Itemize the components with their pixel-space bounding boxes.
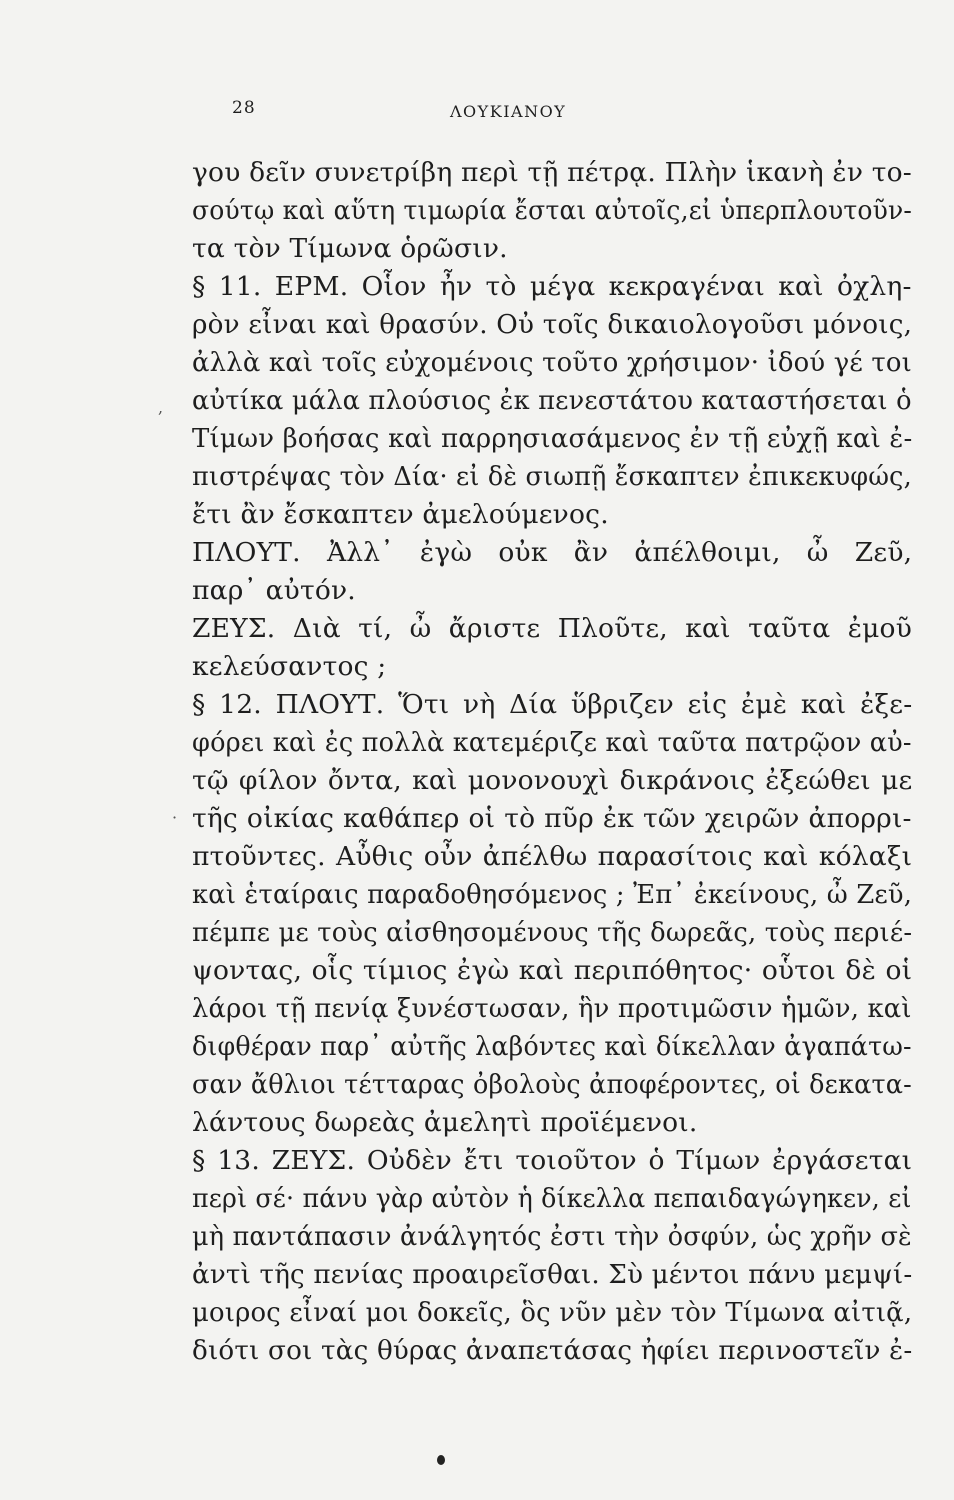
footer-dot bbox=[437, 1455, 445, 1465]
text-line: πέμπε με τοὺς αἰσθησομένους τῆς δωρεᾶς, τοὺς περιέ- bbox=[192, 917, 913, 948]
page-number: 28 bbox=[232, 98, 256, 118]
text-line: ψοντας, οἷς τίμιος ἐγὼ καὶ περιπόθητος· οὗτοι δὲ οἱ bbox=[192, 955, 913, 986]
text-line: ἀλλὰ καὶ τοῖς εὐχομένοις τοῦτο χρήσιμον· ἰδού γέ τοι bbox=[192, 347, 912, 378]
text-line: περὶ σέ· πάνυ γὰρ αὐτὸν ἡ δίκελλα πεπαιδαγώγηκεν, εἰ bbox=[192, 1183, 912, 1214]
text-line: γου δεῖν συνετρίβη περὶ τῇ πέτρᾳ. Πλὴν ἱκανὴ ἐν το- bbox=[192, 157, 912, 188]
text-line: μοιρος εἶναί μοι δοκεῖς, ὃς νῦν μὲν τὸν Τίμωνα αἰτιᾷ, bbox=[192, 1297, 913, 1328]
text-line: § 12. ΠΛΟΥΤ. Ὅτι νὴ Δία ὕβριζεν εἰς ἐμὲ καὶ ἐξε- bbox=[192, 689, 913, 720]
text-line: πτοῦντες. Αὖθις οὖν ἀπέλθω παρασίτοις καὶ κόλαξι bbox=[192, 841, 913, 872]
text-line: διφθέραν παρ᾽ αὐτῆς λαβόντες καὶ δίκελλαν ἀγαπάτω- bbox=[192, 1031, 912, 1062]
text-line: σούτῳ καὶ αὕτη τιμωρία ἔσται αὐτοῖς,εἰ ὑπερπλουτοῦν- bbox=[192, 195, 913, 226]
text-line: ΠΛΟΥΤ. Ἀλλ᾽ ἐγὼ οὐκ ἂν ἀπέλθοιμι, ὦ Ζεῦ, bbox=[192, 537, 913, 568]
text-line: σαν ἄθλιοι τέτταρας ὀβολοὺς ἀποφέροντες, οἱ δεκατα- bbox=[192, 1069, 912, 1100]
text-line: παρ᾽ αὐτόν. bbox=[192, 575, 356, 606]
text-line: φόρει καὶ ἐς πολλὰ κατεμέριζε καὶ ταῦτα πατρῷον αὐ- bbox=[192, 727, 912, 758]
text-line: πιστρέψας τὸν Δία· εἰ δὲ σιωπῇ ἔσκαπτεν ἐπικεκυφώς, bbox=[192, 461, 912, 492]
text-line: τα τὸν Τίμωνα ὁρῶσιν. bbox=[192, 233, 508, 264]
running-head: ΛΟΥΚΙΑΝΟΥ bbox=[450, 102, 567, 121]
text-line: μὴ παντάπασιν ἀνάλγητός ἐστι τὴν ὀσφύν, ὡς χρῆν σὲ bbox=[192, 1221, 912, 1252]
text-line: ἀντὶ τῆς πενίας προαιρεῖσθαι. Σὺ μέντοι πάνυ μεμψί- bbox=[192, 1259, 913, 1290]
text-line: ρὸν εἶναι καὶ θρασύν. Οὐ τοῖς δικαιολογοῦσι μόνοις, bbox=[192, 309, 913, 340]
text-line: αὐτίκα μάλα πλούσιος ἐκ πενεστάτου καταστήσεται ὁ bbox=[192, 385, 912, 416]
text-line: καὶ ἑταίραις παραδοθησόμενος ; Ἐπ᾽ ἐκείνους, ὦ Ζεῦ, bbox=[192, 879, 913, 910]
text-line: ΖΕΥΣ. Διὰ τί, ὦ ἄριστε Πλοῦτε, καὶ ταῦτα ἐμοῦ bbox=[192, 613, 913, 644]
text-line: διότι σοι τὰς θύρας ἀναπετάσας ἠφίει περινοστεῖν ἐ- bbox=[192, 1335, 913, 1366]
body-text bbox=[192, 154, 912, 1370]
text-line: λάντους δωρεὰς ἀμελητὶ προϊέμενοι. bbox=[192, 1107, 698, 1138]
text-line: § 11. ΕΡΜ. Οἷον ἦν τὸ μέγα κεκραγέναι καὶ ὀχλη- bbox=[192, 271, 912, 302]
text-line: τῆς οἰκίας καθάπερ οἱ τὸ πῦρ ἐκ τῶν χειρῶν ἀπορρι- bbox=[192, 803, 912, 834]
text-line: Τίμων βοήσας καὶ παρρησιασάμενος ἐν τῇ εὐχῇ καὶ ἐ- bbox=[192, 423, 913, 454]
text-line: ἔτι ἂν ἔσκαπτεν ἀμελούμενος. bbox=[192, 499, 609, 530]
text-line: κελεύσαντος ; bbox=[192, 651, 387, 682]
margin-tick: , bbox=[158, 398, 164, 417]
page-header bbox=[232, 98, 752, 128]
text-line: § 13. ΖΕΥΣ. Οὐδὲν ἔτι τοιοῦτον ὁ Τίμων ἐργάσεται bbox=[192, 1145, 913, 1176]
margin-tick: · bbox=[172, 808, 178, 827]
text-line: λάροι τῇ πενίᾳ ξυνέστωσαν, ἣν προτιμῶσιν ἡμῶν, καὶ bbox=[192, 993, 912, 1024]
text-line: τῷ φίλον ὄντα, καὶ μονονουχὶ δικράνοις ἐξεώθει με bbox=[192, 765, 913, 796]
